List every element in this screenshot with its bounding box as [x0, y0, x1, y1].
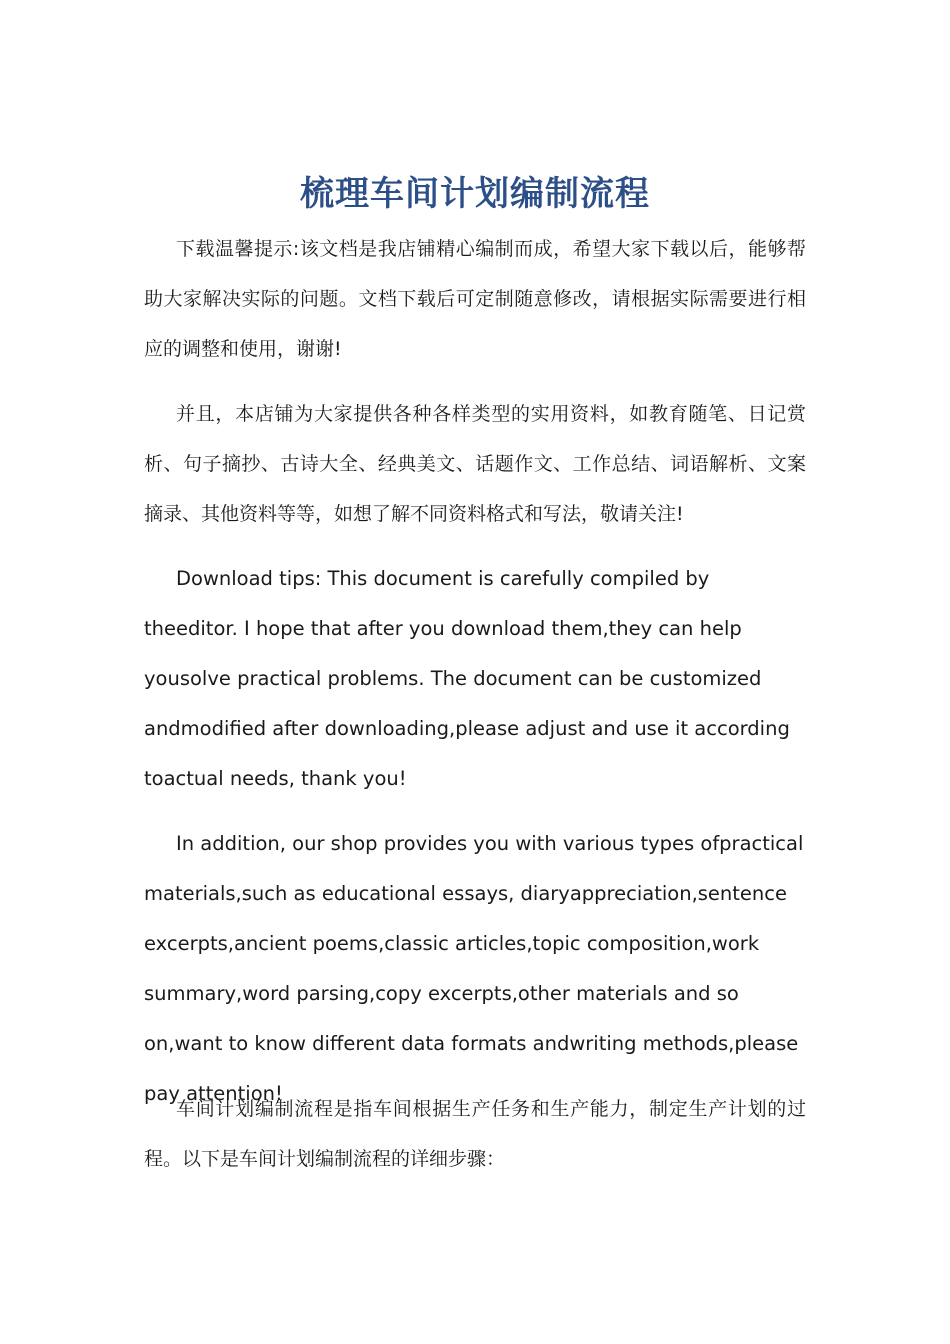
download-tip-paragraph-en: Download tips: This document is carefully compiled by theeditor. I hope that after you download them,they can help yousolve practical problems. The document can be customized andmodified after downloading,please adjust and use it according toactual needs, thank you! [144, 567, 790, 790]
shop-info-paragraph-zh: 并且，本店铺为大家提供各种各样类型的实用资料，如教育随笔、日记赏析、句子摘抄、古诗大全、经典美文、话题作文、工作总结、词语解析、文案摘录、其他资料等等，如想了解不同资料格式和写法，敬请关注! [144, 403, 806, 525]
document-title: 梳理车间计划编制流程 [300, 173, 650, 214]
intro-paragraph: 车间计划编制流程是指车间根据生产任务和生产能力，制定生产计划的过程。以下是车间计划编制流程的详细步骤： [144, 1098, 806, 1170]
shop-info-paragraph-en: In addition, our shop provides you with various types ofpractical materials,such as educational essays, diaryappreciation,sentence excerpts,ancient poems,classic articles,topic composition,work summary,word parsing,copy excerpts,other materials and so on,want to know different data formats andwriting methods,please pay attention! [144, 832, 804, 1105]
download-tip-paragraph-zh: 下载温馨提示:该文档是我店铺精心编制而成，希望大家下载以后，能够帮助大家解决实际的问题。文档下载后可定制随意修改，请根据实际需要进行相应的调整和使用，谢谢! [144, 238, 806, 360]
